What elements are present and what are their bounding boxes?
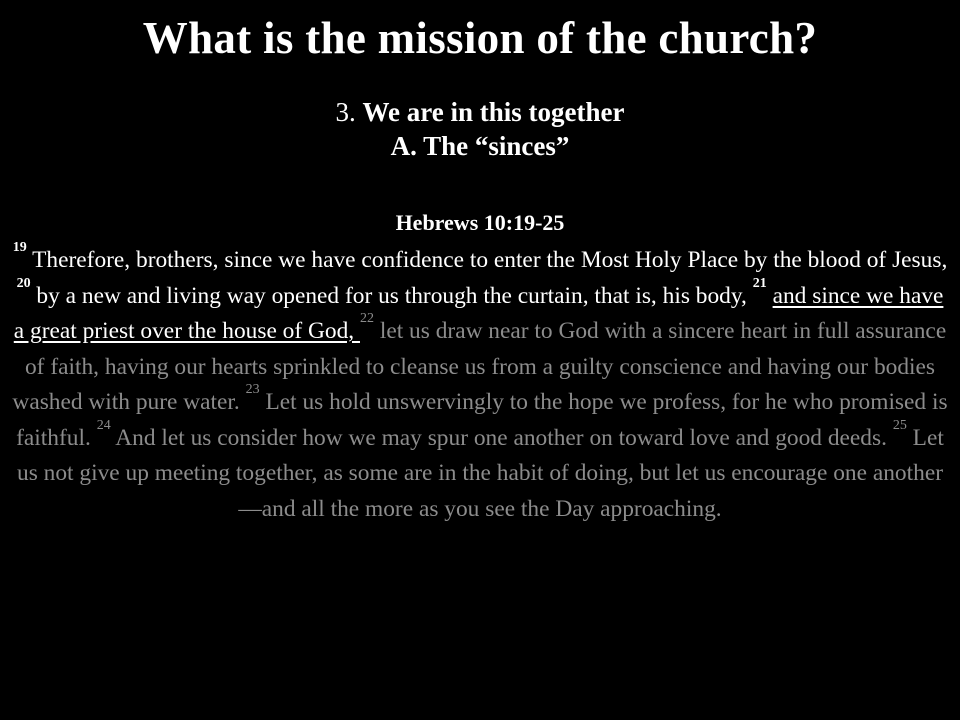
verse-number-24: 24 xyxy=(96,417,111,433)
verse-23-text: Let us hold unswervingly to the hope we profess, for he who promised is faithful. xyxy=(16,389,948,451)
verse-number-19: 19 xyxy=(12,240,27,255)
verse-19-text: Therefore, brothers, since we have confidence to enter the Most Holy Place by the blood of Jesus, xyxy=(26,247,948,273)
verse-number-23: 23 xyxy=(245,382,260,397)
point-number: 3. xyxy=(335,97,356,127)
verse-22-text: let us draw near to God with a sincere heart in full assurance of faith, having our hearts sprinkled to cleanse us from a guilty conscience and having our bodies washed with pure water. xyxy=(12,318,947,415)
verse-number-20: 20 xyxy=(16,275,31,291)
verse-number-22: 22 xyxy=(359,311,374,326)
verse-number-21: 21 xyxy=(752,275,767,291)
verse-20-text: by a new and living way opened for us through the curtain, that is, his body, xyxy=(30,282,753,309)
slide-title: What is the mission of the church? xyxy=(142,13,818,63)
verse-25-text: Let us not give up meeting together, as some are in the habit of doing, but let us encourage one another—and all the more as you see the Day approaching. xyxy=(17,424,944,522)
point-text: We are in this together xyxy=(362,97,625,127)
point-heading xyxy=(0,96,960,128)
verse-24-text: And let us consider how we may spur one another on toward love and good deeds. xyxy=(110,424,893,451)
scripture-reference: Hebrews 10:19-25 xyxy=(395,210,565,235)
scripture-passage xyxy=(10,240,950,527)
verse-number-25: 25 xyxy=(892,417,907,433)
subpoint-heading: A. The “sinces” xyxy=(390,131,570,161)
verse-21-text: and since we have a great priest over the house of God, xyxy=(13,282,944,344)
